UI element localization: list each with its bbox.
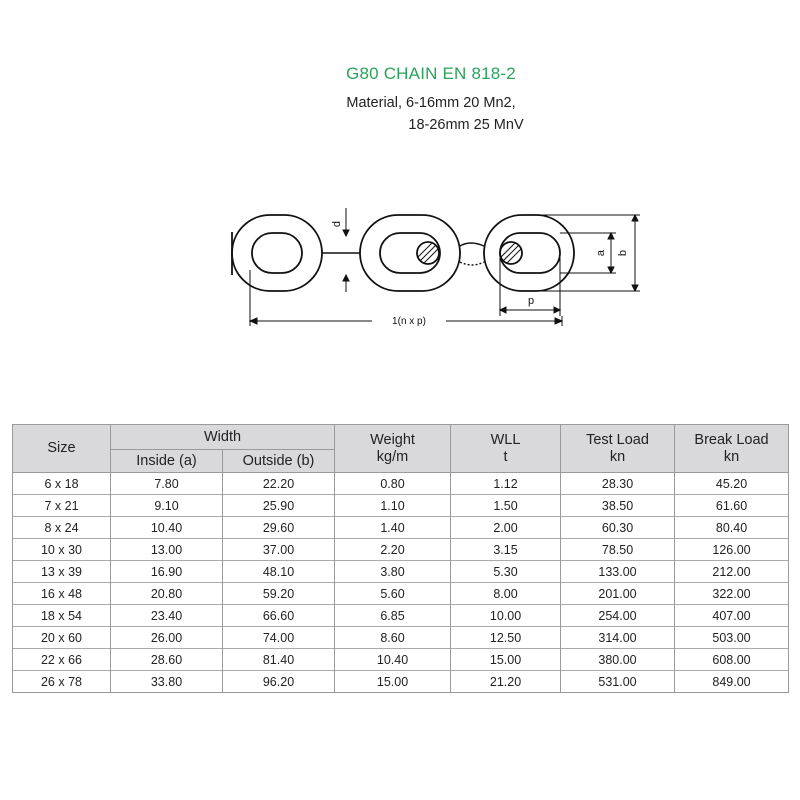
cell-test-load: 254.00 [561,605,675,627]
table-row [13,671,789,693]
cell-weight: 1.40 [335,517,451,539]
cell-inside: 9.10 [111,495,223,517]
cell-size: 13 x 39 [13,561,111,583]
cell-break-load: 849.00 [675,671,789,693]
header-size: Size [13,425,111,473]
header-weight-label: Weight [370,431,415,448]
table-row [13,649,789,671]
cell-inside: 10.40 [111,517,223,539]
cell-wll: 15.00 [451,649,561,671]
table-row [13,517,789,539]
dimension-p [500,258,560,316]
table-row [13,495,789,517]
cell-weight: 6.85 [335,605,451,627]
header-wll-label: WLL [490,431,521,448]
table-row [13,583,789,605]
cell-outside: 81.40 [223,649,335,671]
cell-wll: 2.00 [451,517,561,539]
cell-weight: 15.00 [335,671,451,693]
cell-size: 10 x 30 [13,539,111,561]
chain-link-2 [360,215,460,291]
cell-test-load: 60.30 [561,517,675,539]
cell-weight: 1.10 [335,495,451,517]
cell-inside: 20.80 [111,583,223,605]
cell-size: 22 x 66 [13,649,111,671]
cell-weight: 2.20 [335,539,451,561]
cell-wll: 5.30 [451,561,561,583]
cell-weight: 0.80 [335,473,451,495]
label-d: d [331,220,343,228]
page-title: G80 CHAIN EN 818-2 [346,64,516,83]
cell-wll: 8.00 [451,583,561,605]
cell-test-load: 531.00 [561,671,675,693]
cell-break-load: 61.60 [675,495,789,517]
cell-inside: 28.60 [111,649,223,671]
header-test-load [561,425,675,473]
table-row [13,473,789,495]
header-break-load-unit: kn [723,448,740,465]
cell-size: 7 x 21 [13,495,111,517]
cell-wll: 12.50 [451,627,561,649]
dimension-d [343,208,349,292]
cell-outside: 48.10 [223,561,335,583]
table-row [13,561,789,583]
label-b: b [617,249,629,257]
cell-size: 20 x 60 [13,627,111,649]
cell-outside: 25.90 [223,495,335,517]
cell-break-load: 80.40 [675,517,789,539]
cell-size: 8 x 24 [13,517,111,539]
header-break-load-label: Break Load [694,431,769,448]
cell-break-load: 126.00 [675,539,789,561]
material-line-1: Material, 6-16mm 20 Mn2, [346,95,516,111]
header-wll [451,425,561,473]
cell-test-load: 133.00 [561,561,675,583]
material-line-2-text: 18-26mm 25 MnV [408,117,524,133]
table-body [13,473,789,693]
cell-break-load: 45.20 [675,473,789,495]
table-row [13,627,789,649]
cell-size: 26 x 78 [13,671,111,693]
header-inside: Inside (a) [111,450,223,473]
cell-outside: 59.20 [223,583,335,605]
cell-outside: 29.60 [223,517,335,539]
cell-weight: 3.80 [335,561,451,583]
chain-link-1 [232,215,322,291]
cell-wll: 1.50 [451,495,561,517]
cell-outside: 96.20 [223,671,335,693]
header-wll-unit: t [503,448,508,465]
cell-test-load: 201.00 [561,583,675,605]
cell-break-load: 608.00 [675,649,789,671]
cell-outside: 37.00 [223,539,335,561]
chain-spec-table [12,424,789,693]
header-width: Width [111,425,335,450]
label-length: 1(n x p) [392,316,426,327]
header-outside: Outside (b) [223,450,335,473]
cell-inside: 23.40 [111,605,223,627]
cell-size: 16 x 48 [13,583,111,605]
table-row [13,539,789,561]
label-p: p [527,295,535,307]
label-a: a [595,249,607,257]
cell-inside: 13.00 [111,539,223,561]
cell-weight: 10.40 [335,649,451,671]
cell-weight: 5.60 [335,583,451,605]
cell-wll: 3.15 [451,539,561,561]
cell-test-load: 28.30 [561,473,675,495]
cell-test-load: 314.00 [561,627,675,649]
cell-test-load: 380.00 [561,649,675,671]
cell-break-load: 503.00 [675,627,789,649]
cell-test-load: 78.50 [561,539,675,561]
cell-wll: 21.20 [451,671,561,693]
cell-weight: 8.60 [335,627,451,649]
header-test-load-label: Test Load [586,431,649,448]
cell-inside: 7.80 [111,473,223,495]
cell-inside: 33.80 [111,671,223,693]
cell-inside: 26.00 [111,627,223,649]
cell-outside: 66.60 [223,605,335,627]
cell-outside: 74.00 [223,627,335,649]
cell-outside: 22.20 [223,473,335,495]
cell-break-load: 212.00 [675,561,789,583]
header-weight [335,425,451,473]
table-row [13,605,789,627]
cell-size: 18 x 54 [13,605,111,627]
cell-size: 6 x 18 [13,473,111,495]
cell-inside: 16.90 [111,561,223,583]
header-weight-unit: kg/m [376,448,409,465]
cell-break-load: 407.00 [675,605,789,627]
header-break-load [675,425,789,473]
cell-wll: 10.00 [451,605,561,627]
cell-break-load: 322.00 [675,583,789,605]
cell-test-load: 38.50 [561,495,675,517]
header-test-load-unit: kn [609,448,626,465]
cell-wll: 1.12 [451,473,561,495]
